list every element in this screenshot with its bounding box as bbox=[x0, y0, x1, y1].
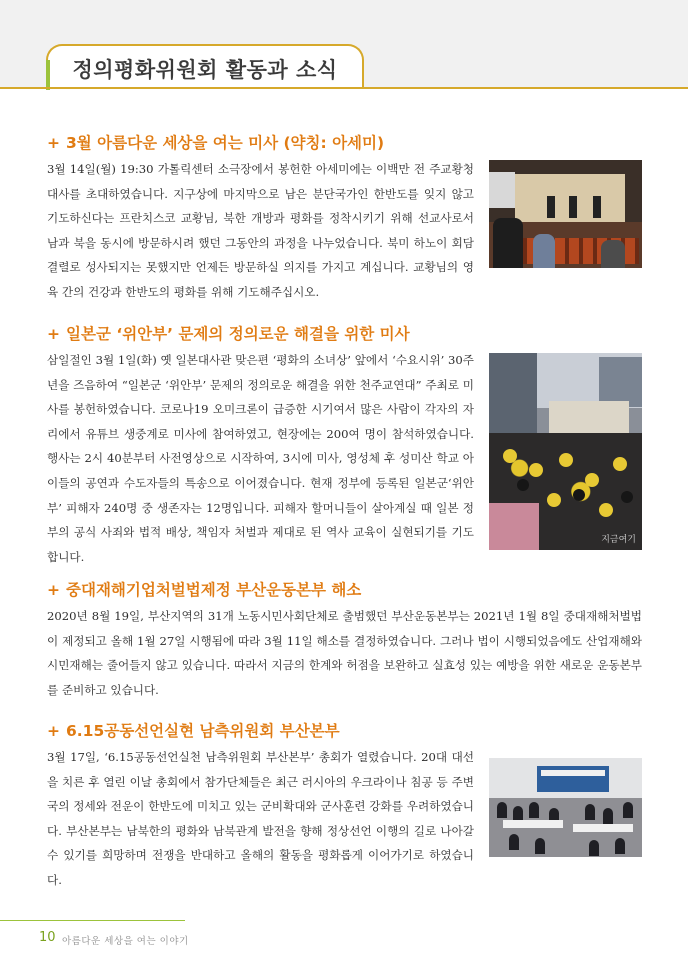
plus-icon: + bbox=[47, 325, 60, 343]
footer-tagline: 아름다운 세상을 여는 이야기 bbox=[62, 936, 189, 947]
plus-icon: + bbox=[47, 581, 60, 599]
section-body: 2020년 8월 19일, 부산지역의 31개 노동시민사회단체로 출범했던 부산운동본부는 2021년 1월 8일 중대재해처벌법이 제정되고 올해 1월 27일 시행됨에 따라 3월 11일 해소를 결정하였습니다. 그러나 법이 시행되었음에도 산업재해와 시민재해는 줄어들지 않고 있습니다. 따라서 지금의 한계와 허점을 보완하고 실효성 있는 예방을 위한 새로운 운동본부를 준비하고 있습니다. bbox=[47, 609, 642, 697]
photo-watermark: 지금여기 bbox=[601, 535, 636, 545]
plus-icon: + bbox=[47, 722, 60, 740]
section-body: 3월 17일, ‘6.15공동선언실천 남측위원회 부산본부’ 총회가 열렸습니다. 20대 대선을 치른 후 열린 이날 총회에서 참가단체들은 최근 러시아의 우크라이나 침공 등 주변국의 정세와 전운이 한반도에 미치고 있는 군비확대와 군사훈련 강화를 우려하였습니다. 부산본부는 남북한의 평화와 남북관계 발전을 향해 정상선언 이행의 길로 나아갈 수 있기를 희망하며 전쟁을 반대하고 올해의 활동을 평화롭게 이어가기로 하였습니다. bbox=[47, 750, 474, 887]
section-heading bbox=[47, 578, 361, 600]
section-heading bbox=[47, 131, 384, 153]
section-body: 삼일절인 3월 1일(화) 옛 일본대사관 맞은편 ‘평화의 소녀상’ 앞에서 ‘수요시위’ 30주년을 즈음하여 “일본군 ‘위안부’ 문제의 정의로운 해결을 위한 천주교연대” 주최로 미사를 봉헌하였습니다. 코로나19 오미크론이 급증한 시기여서 많은 사람이 각자의 자리에서 유튜브 생중계로 미사에 참여하였고, 현장에는 200여 명이 참석하였습니다. 행사는 2시 40분부터 사전영상으로 시작하여, 3시에 미사, 영성체 후 성미산 학교 아이들의 공연과 수도자들의 특송으로 이어졌습니다. 현재 정부에 등록된 일본군‘위안부’ 피해자 240명 중 생존자는 12명입니다. 피해자 할머니들이 살아계실 때 일본 정부의 공식 사죄와 법적 배상, 책임자 처벌과 제대로 된 역사 교육이 실현되기를 기도합니다. bbox=[47, 353, 474, 564]
section-heading-text: 일본군 ‘위안부’ 문제의 정의로운 해결을 위한 미사 bbox=[66, 325, 410, 343]
title-frame bbox=[46, 44, 364, 88]
section-body: 3월 14일(월) 19:30 가톨릭센터 소극장에서 봉헌한 아세미에는 이백만 전 주교황청 대사를 초대하였습니다. 지구상에 마지막으로 남은 분단국가인 한반도를 잊지 않고 기도하신다는 프란치스코 교황님, 북한 개방과 평화를 정착시키기 위해 선교사로서 남과 북을 동시에 방문하시려 했던 그동안의 과정을 나누었습니다. 북미 하노이 회담 결렬로 성사되지는 못했지만 언제든 방문하실 의지를 가지고 계십니다. 교황님의 영육 간의 건강과 한반도의 평화를 위해 기도해주십시오. bbox=[47, 162, 474, 299]
page-title: 정의평화위원회 활동과 소식 bbox=[72, 58, 338, 82]
section-heading bbox=[47, 719, 340, 741]
footer-rule bbox=[0, 920, 185, 921]
meeting-photo bbox=[489, 758, 642, 857]
section-heading-text: 중대재해기업처벌법제정 부산운동본부 해소 bbox=[66, 581, 362, 599]
section-heading-text: 3월 아름다운 세상을 여는 미사 (약칭: 아세미) bbox=[66, 134, 385, 152]
header-rule bbox=[0, 87, 688, 89]
page-number: 10 bbox=[39, 930, 56, 945]
section-heading bbox=[47, 322, 410, 344]
section-heading-text: 6.15공동선언실현 남측위원회 부산본부 bbox=[66, 722, 340, 740]
plus-icon: + bbox=[47, 134, 60, 152]
mass-photo bbox=[489, 160, 642, 268]
rally-photo bbox=[489, 353, 642, 550]
